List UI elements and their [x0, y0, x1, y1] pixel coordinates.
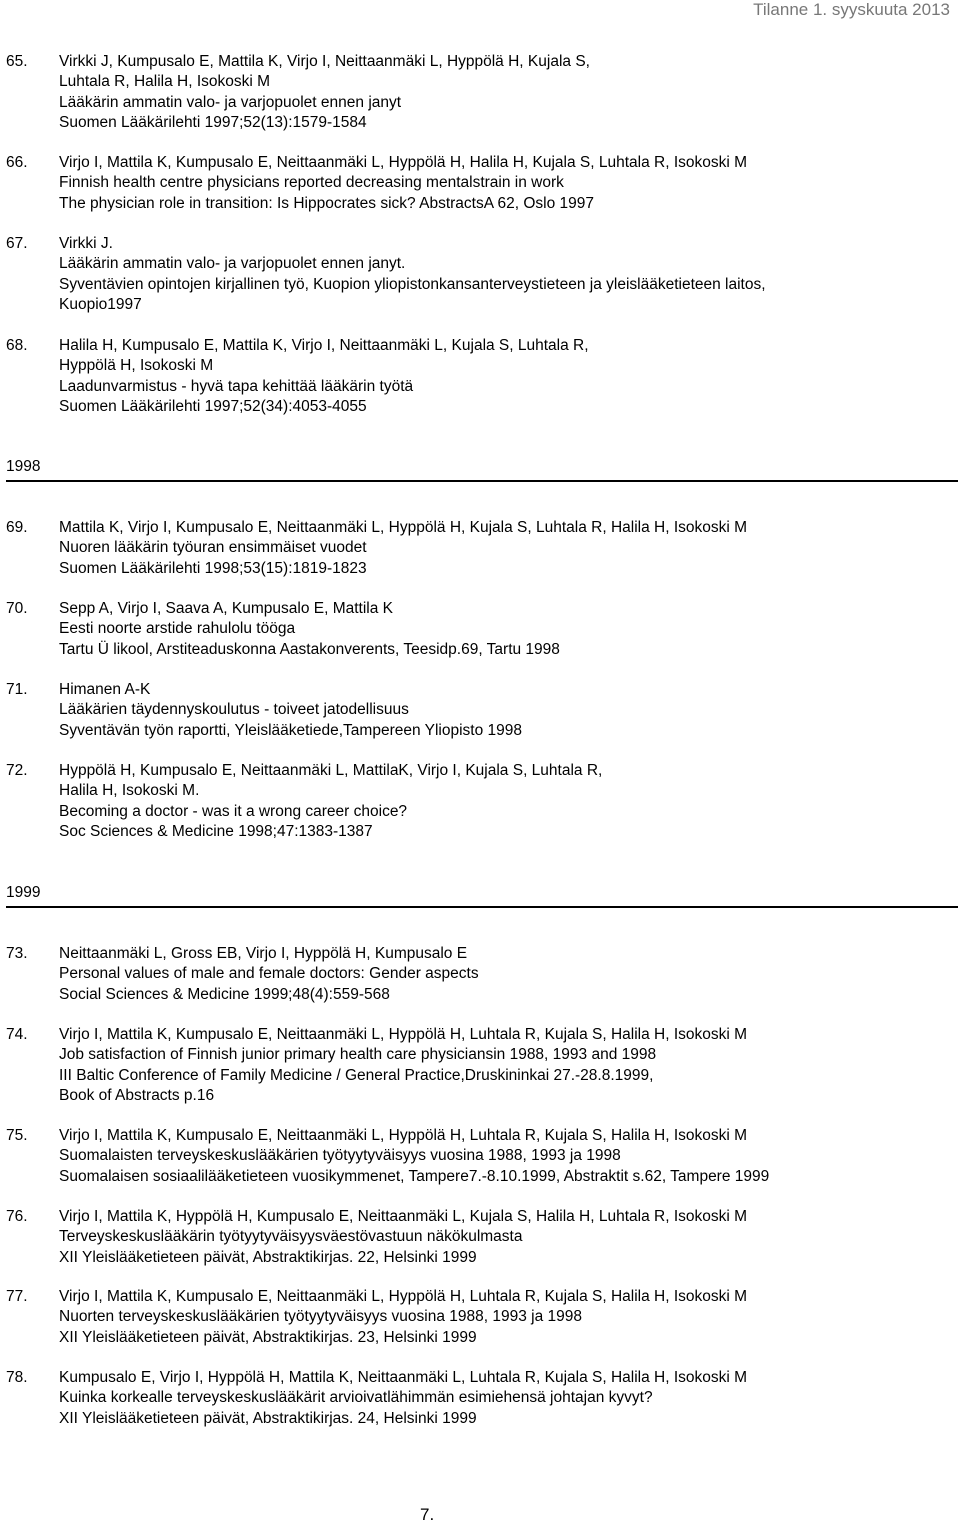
entry-authors: Hyppölä H, Kumpusalo E, Neittaanmäki L, MattilaK, Virjo I, Kujala S, Luhtala R,: [59, 762, 603, 779]
entry-number: 76.: [6, 1208, 28, 1225]
entry-title: Nuoren lääkärin työuran ensimmäiset vuodet: [59, 539, 367, 557]
publication-entry-76: [0, 1207, 955, 1268]
entry-title: Suomalaisten terveyskeskuslääkärien työtyytyväisyys vuosina 1988, 1993 ja 1998: [59, 1147, 621, 1165]
entry-source: Syventävien opintojen kirjallinen työ, Kuopion yliopistonkansanterveystieteen ja yleislääketieteen laitos,: [59, 275, 766, 293]
entry-authors: Halila H, Kumpusalo E, Mattila K, Virjo I, Neittaanmäki L, Kujala S, Luhtala R,: [59, 337, 589, 354]
publication-entry-65: [0, 52, 955, 133]
entry-source-cont: Kuopio1997: [59, 295, 142, 313]
entry-number: 75.: [6, 1127, 28, 1144]
entry-number: 73.: [6, 945, 28, 962]
entry-title: Terveyskeskuslääkärin työtyytyväisyysväestövastuun näkökulmasta: [59, 1228, 523, 1246]
entry-authors: Mattila K, Virjo I, Kumpusalo E, Neittaanmäki L, Hyppölä H, Kujala S, Luhtala R, Halila H, Isokoski M: [59, 519, 748, 536]
entry-source: Social Sciences & Medicine 1999;48(4):559-568: [59, 985, 390, 1003]
publication-entry-72: [0, 761, 955, 842]
entry-authors: Virjo I, Mattila K, Kumpusalo E, Neittaanmäki L, Hyppölä H, Luhtala R, Kujala S, Halila H, Isokoski M: [59, 1288, 748, 1305]
entry-number: 67.: [6, 235, 28, 252]
entry-authors: Kumpusalo E, Virjo I, Hyppölä H, Mattila K, Neittaanmäki L, Luhtala R, Kujala S, Halila H, Isokoski M: [59, 1369, 748, 1386]
publication-entry-71: [0, 680, 955, 741]
publication-entry-75: [0, 1126, 955, 1187]
entry-title: Eesti noorte arstide rahulolu tööga: [59, 620, 296, 638]
entry-source: XII Yleislääketieteen päivät, Abstraktikirjas. 22, Helsinki 1999: [59, 1248, 477, 1266]
entry-title: Becoming a doctor - was it a wrong career choice?: [59, 802, 408, 820]
entry-title: Lääkärin ammatin valo- ja varjopuolet ennen janyt: [59, 93, 402, 111]
year-heading-1998: 1998: [6, 457, 958, 482]
entry-authors: Virjo I, Mattila K, Hyppölä H, Kumpusalo E, Neittaanmäki L, Kujala S, Halila H, Luhtala R, Isokoski M: [59, 1208, 748, 1225]
entry-authors: Virjo I, Mattila K, Kumpusalo E, Neittaanmäki L, Hyppölä H, Luhtala R, Kujala S, Halila H, Isokoski M: [59, 1127, 748, 1144]
entry-authors-cont: Hyppölä H, Isokoski M: [59, 357, 214, 375]
publication-entry-78: [0, 1368, 955, 1429]
entry-source: XII Yleislääketieteen päivät, Abstraktikirjas. 23, Helsinki 1999: [59, 1328, 477, 1346]
page-number: 7.: [420, 1505, 435, 1524]
year-heading-1999: 1999: [6, 883, 958, 908]
entry-number: 68.: [6, 337, 28, 354]
entry-number: 70.: [6, 600, 28, 617]
entry-title: Job satisfaction of Finnish junior primary health care physiciansin 1988, 1993 and 1998: [59, 1046, 657, 1064]
entry-authors: Virjo I, Mattila K, Kumpusalo E, Neittaanmäki L, Hyppölä H, Luhtala R, Kujala S, Halila H, Isokoski M: [59, 1026, 748, 1043]
publication-entry-74: [0, 1025, 955, 1106]
entry-authors: Sepp A, Virjo I, Saava A, Kumpusalo E, Mattila K: [59, 600, 394, 617]
entry-title: Personal values of male and female doctors: Gender aspects: [59, 965, 479, 983]
entry-source: Syventävän työn raportti, Yleislääketiede,Tampereen Yliopisto 1998: [59, 721, 522, 739]
entry-number: 66.: [6, 154, 28, 171]
entry-number: 77.: [6, 1288, 28, 1305]
entry-source: Suomen Lääkärilehti 1998;53(15):1819-1823: [59, 559, 367, 577]
entry-number: 78.: [6, 1369, 28, 1386]
header-note: Tilanne 1. syyskuuta 2013: [753, 0, 950, 19]
publication-entry-73: [0, 944, 955, 1005]
entry-source: Soc Sciences & Medicine 1998;47:1383-1387: [59, 822, 373, 840]
entry-authors: Virjo I, Mattila K, Kumpusalo E, Neittaanmäki L, Hyppölä H, Halila H, Kujala S, Luhtala R, Isokoski M: [59, 154, 748, 171]
entry-title: Lääkärien täydennyskoulutus - toiveet jatodellisuus: [59, 701, 409, 719]
publication-entry-67: [0, 234, 955, 315]
entry-title: Lääkärin ammatin valo- ja varjopuolet ennen janyt.: [59, 255, 406, 273]
entry-number: 74.: [6, 1026, 28, 1043]
entry-title: Laadunvarmistus - hyvä tapa kehittää lääkärin työtä: [59, 377, 414, 395]
entry-authors: Virkki J.: [59, 235, 113, 252]
publication-entry-66: [0, 153, 955, 214]
entry-source: Suomen Lääkärilehti 1997;52(34):4053-4055: [59, 397, 367, 415]
entry-title: Kuinka korkealle terveyskeskuslääkärit arvioivatlähimmän esimiehensä johtajan kyvyt?: [59, 1389, 653, 1407]
entry-authors: Neittaanmäki L, Gross EB, Virjo I, Hyppölä H, Kumpusalo E: [59, 945, 468, 962]
entry-authors-cont: Luhtala R, Halila H, Isokoski M: [59, 73, 271, 91]
entry-authors: Virkki J, Kumpusalo E, Mattila K, Virjo I, Neittaanmäki L, Hyppölä H, Kujala S,: [59, 53, 590, 70]
entry-authors-cont: Halila H, Isokoski M.: [59, 782, 200, 800]
publication-entry-68: [0, 336, 955, 417]
entry-number: 65.: [6, 53, 28, 70]
entry-source: Suomen Lääkärilehti 1997;52(13):1579-1584: [59, 113, 367, 131]
entry-source: Suomalaisen sosiaalilääketieteen vuosikymmenet, Tampere7.-8.10.1999, Abstraktit s.62, Tampere 1999: [59, 1167, 770, 1185]
entry-source-cont: Book of Abstracts p.16: [59, 1086, 215, 1104]
entry-title: Finnish health centre physicians reported decreasing mentalstrain in work: [59, 174, 564, 192]
entry-source: XII Yleislääketieteen päivät, Abstraktikirjas. 24, Helsinki 1999: [59, 1409, 477, 1427]
entry-number: 69.: [6, 519, 28, 536]
entry-authors: Himanen A-K: [59, 681, 151, 698]
entry-number: 72.: [6, 762, 28, 779]
entry-number: 71.: [6, 681, 28, 698]
publication-entry-70: [0, 599, 955, 660]
publication-entry-69: [0, 518, 955, 579]
entry-source: Tartu Ü likool, Arstiteaduskonna Aastakonverents, Teesidp.69, Tartu 1998: [59, 640, 560, 658]
publication-entry-77: [0, 1287, 955, 1348]
entry-source: III Baltic Conference of Family Medicine / General Practice,Druskininkai 27.-28.8.1999,: [59, 1066, 654, 1084]
entry-source: The physician role in transition: Is Hippocrates sick? AbstractsA 62, Oslo 1997: [59, 194, 595, 212]
entry-title: Nuorten terveyskeskuslääkärien työtyytyväisyys vuosina 1988, 1993 ja 1998: [59, 1308, 582, 1326]
